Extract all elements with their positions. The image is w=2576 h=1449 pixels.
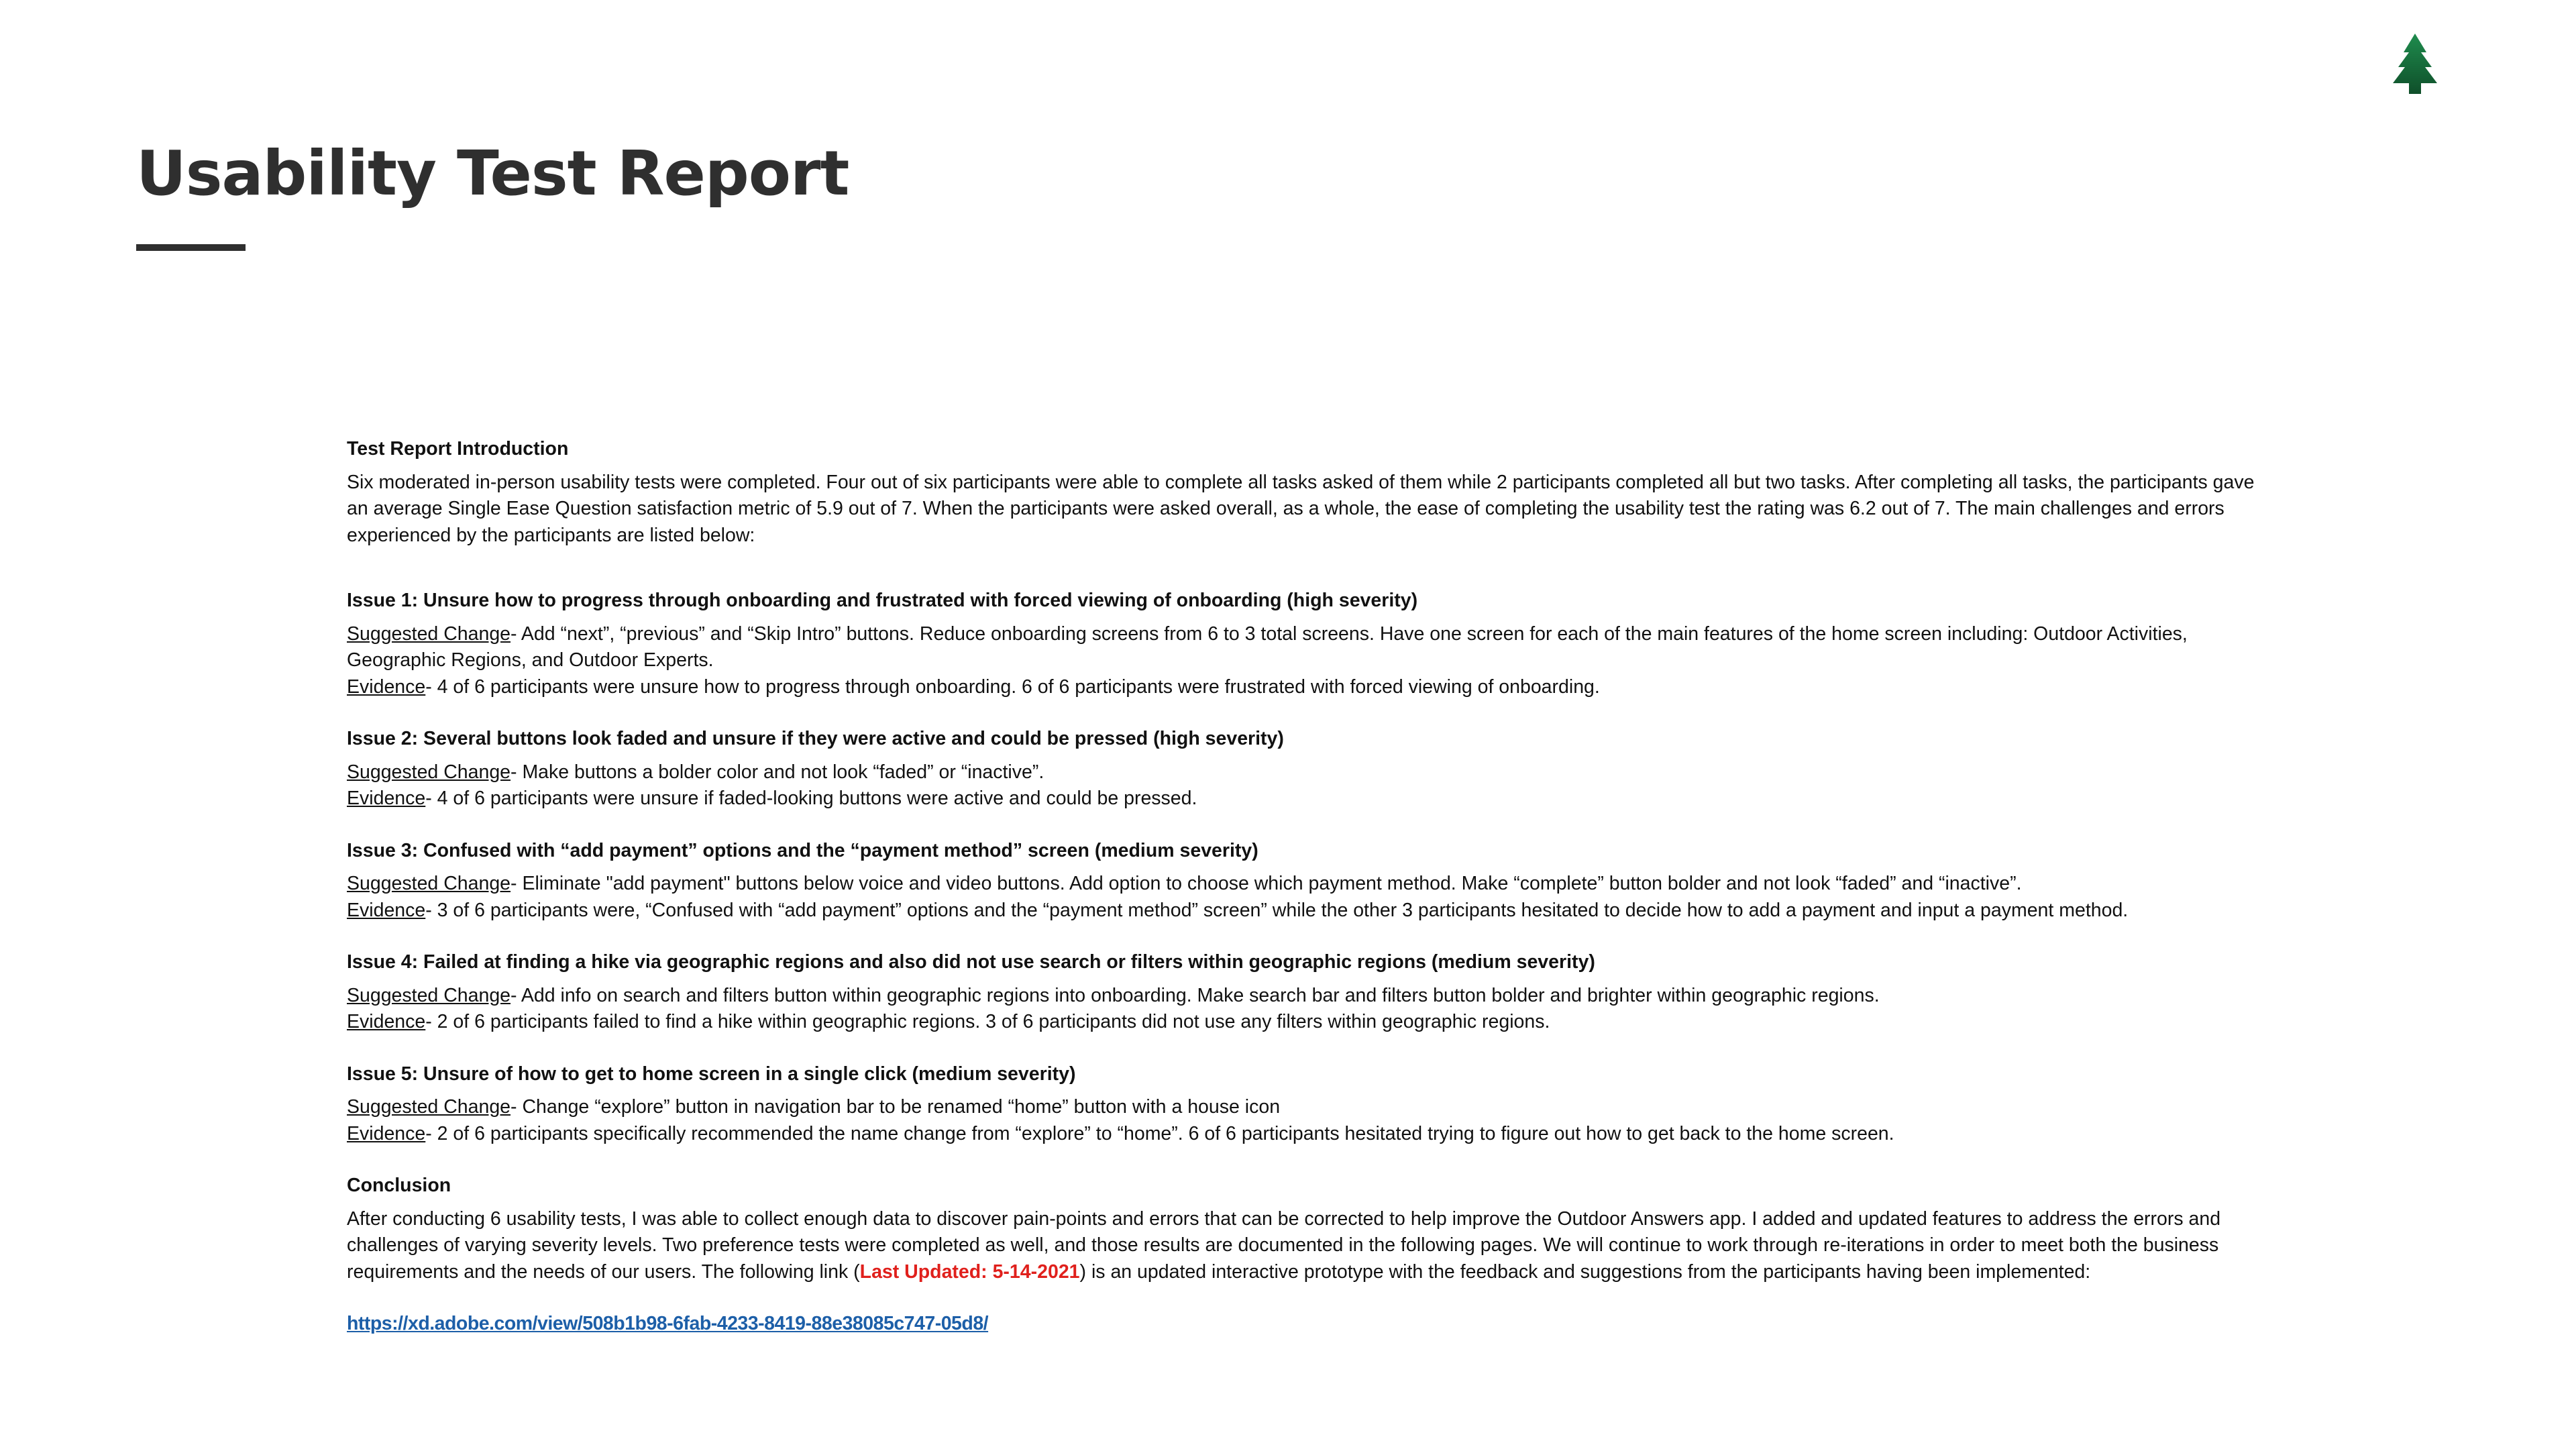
last-updated-highlight: Last Updated: 5-14-2021 [859, 1260, 1080, 1283]
issue-5-suggested-text: - Change “explore” button in navigation bar to be renamed “home” button with a house icon [511, 1096, 1281, 1118]
suggested-change-label: Suggested Change [347, 761, 511, 783]
issue-4-suggested-text: - Add info on search and filters button within geographic regions into onboarding. Make search bar and filters button bolder and brighter within geographic regions. [511, 984, 1880, 1006]
issue-3-section [347, 838, 2272, 924]
issue-3-heading: Issue 3: Confused with “add payment” options and the “payment method” screen (medium severity) [347, 839, 1258, 861]
suggested-change-label: Suggested Change [347, 984, 511, 1006]
issue-4-evidence-text: - 2 of 6 participants failed to find a hike within geographic regions. 3 of 6 participants did not use any filters within geographic regions. [425, 1011, 1550, 1032]
issue-1-evidence-text: - 4 of 6 participants were unsure how to progress through onboarding. 6 of 6 participants were frustrated with forced viewing of onboarding. [425, 676, 1600, 698]
issue-1-suggested-text: - Add “next”, “previous” and “Skip Intro” buttons. Reduce onboarding screens from 6 to 3 total screens. Have one screen for each of the main features of the home screen including: Outdoor Activities, Geographic Regions, and Outdoor Experts. [347, 623, 2188, 671]
intro-section [347, 436, 2272, 549]
issue-3-suggested [347, 871, 2272, 898]
issue-1-heading: Issue 1: Unsure how to progress through onboarding and frustrated with forced viewing of onboarding (high severity) [347, 590, 1418, 611]
issue-5-heading: Issue 5: Unsure of how to get to home screen in a single click (medium severity) [347, 1063, 1076, 1085]
evidence-label: Evidence [347, 676, 426, 698]
evidence-label: Evidence [347, 1011, 426, 1032]
issue-4-suggested [347, 983, 2272, 1010]
intro-paragraph: Six moderated in-person usability tests were completed. Four out of six participants were able to complete all tasks asked of them while 2 participants completed all but two tasks. After completing all tasks, the participants gave an average Single Ease Question satisfaction metric of 5.9 out of 7. When the participants were asked overall, as a whole, the ease of completing the usability test the rating was 6.2 out of 7. The main challenges and errors experienced by the participants are listed below: [347, 471, 2255, 546]
issue-4-evidence [347, 1009, 2272, 1036]
issue-2-section [347, 726, 2272, 812]
prototype-link[interactable]: https://xd.adobe.com/view/508b1b98-6fab-4233-8419-88e38085c747-05d8/ [347, 1313, 989, 1334]
issue-1-section [347, 588, 2272, 700]
title-underline [136, 244, 246, 251]
issue-2-suggested [347, 759, 2272, 786]
page-title: Usability Test Report [136, 138, 849, 209]
conclusion-text-before: After conducting 6 usability tests, I was able to collect enough data to discover pain-points and errors that can be corrected to help improve the Outdoor Answers app. I added and updated features to address the errors and challenges of varying severity levels. Two preference tests were completed as well, and those results are documented in the following pages. We will continue to work through re-iterations in order to meet both the business requirements and the needs of our users. The following link ( [347, 1208, 2221, 1283]
evidence-label: Evidence [347, 788, 426, 809]
issue-1-evidence [347, 674, 2272, 701]
evidence-label: Evidence [347, 899, 426, 921]
conclusion-section [347, 1173, 2272, 1338]
issue-2-evidence [347, 786, 2272, 812]
evidence-label: Evidence [347, 1122, 426, 1144]
issue-3-evidence-text: - 3 of 6 participants were, “Confused with “add payment” options and the “payment method” screen” while the other 3 participants hesitated to decide how to add a payment and input a payment method. [425, 899, 2129, 921]
conclusion-text-after: ) is an updated interactive prototype with the feedback and suggestions from the participants having been implemented: [1079, 1260, 2091, 1283]
issue-3-suggested-text: - Eliminate "add payment" buttons below voice and video buttons. Add option to choose which payment method. Make “complete” button bolder and not look “faded” and “inactive”. [511, 873, 2022, 894]
issue-5-section [347, 1061, 2272, 1148]
issue-3-evidence [347, 898, 2272, 924]
issue-5-evidence-text: - 2 of 6 participants specifically recommended the name change from “explore” to “home”. 6 of 6 participants hesitated trying to figure out how to get back to the home screen. [425, 1122, 1894, 1144]
suggested-change-label: Suggested Change [347, 1096, 511, 1118]
issue-2-evidence-text: - 4 of 6 participants were unsure if faded-looking buttons were active and could be pressed. [425, 788, 1197, 809]
suggested-change-label: Suggested Change [347, 623, 511, 645]
issue-1-suggested [347, 621, 2272, 674]
issue-4-heading: Issue 4: Failed at finding a hike via geographic regions and also did not use search or filters within geographic regions (medium severity) [347, 951, 1595, 973]
conclusion-heading: Conclusion [347, 1175, 451, 1196]
intro-heading: Test Report Introduction [347, 438, 569, 460]
report-body [347, 436, 2272, 1338]
issue-4-section [347, 949, 2272, 1036]
issue-2-suggested-text: - Make buttons a bolder color and not look “faded” or “inactive”. [511, 761, 1044, 783]
issue-5-suggested [347, 1094, 2272, 1121]
issue-5-evidence [347, 1121, 2272, 1148]
pine-tree-icon [2385, 32, 2445, 106]
issue-2-heading: Issue 2: Several buttons look faded and unsure if they were active and could be pressed (high severity) [347, 728, 1284, 749]
suggested-change-label: Suggested Change [347, 873, 511, 894]
conclusion-paragraph [347, 1206, 2272, 1286]
